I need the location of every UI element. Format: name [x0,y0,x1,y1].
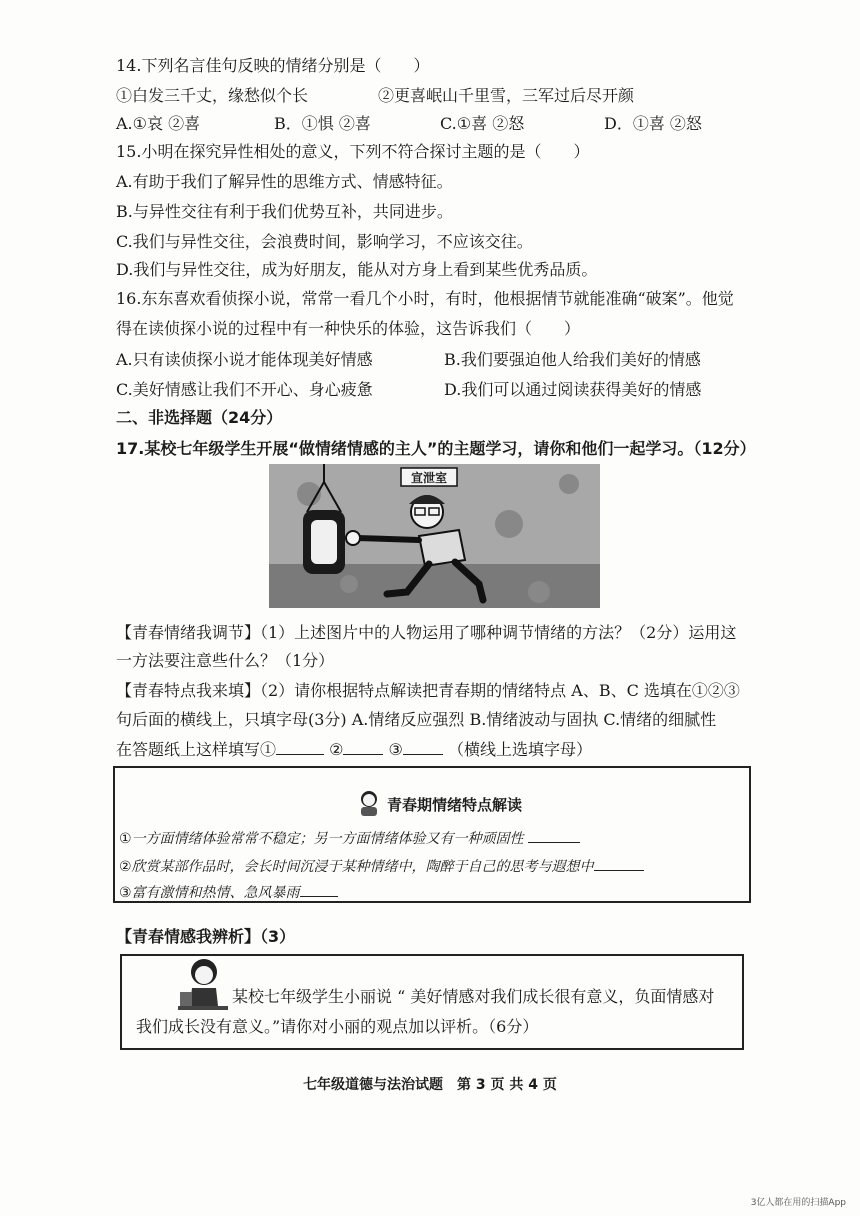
girl-student-icon [178,956,228,1018]
q16-option-d: D.我们可以通过阅读获得美好的情感 [444,380,702,399]
xiaoli-opinion-box [120,954,744,1050]
q17-stem: 17.某校七年级学生开展“做情绪情感的主人”的主题学习，请你和他们一起学习。（12分） [116,439,756,458]
emotion-traits-title: 青春期情绪特点解读 [387,796,523,814]
q15-option-a: A.有助于我们了解异性的思维方式、情感特征。 [116,172,453,191]
q14-option-b: B．①惧 ②喜 [274,114,371,133]
q14-option-a: A.①哀 ②喜 [116,114,201,133]
page-footer: 七年级道德与法治试题 第 3 页 共 4 页 [303,1077,557,1093]
xiaoli-quote-line2: 我们成长没有意义。”请你对小丽的观点加以评析。（6分） [136,1017,539,1036]
q17-part2-line3 [116,738,592,762]
q14-option-d: D．①喜 ②怒 [604,114,702,133]
answer-blank-2 [343,740,383,755]
q15-option-c: C.我们与异性交往，会浪费时间，影响学习，不应该交往。 [116,232,533,251]
q14-stem: 14.下列名言佳句反映的情绪分别是（ ） [116,56,430,75]
venting-room-sign: 宣泄室 [410,471,447,485]
q16-option-c: C.美好情感让我们不开心、身心疲惫 [116,380,373,399]
answer-format-suffix: （横线上选填字母） [447,740,592,759]
emotion-trait-text-2: ②欣赏某部作品时，会长时间沉浸于某种情绪中，陶醉于自己的思考与遐想中 [119,859,594,875]
q17-part2-line1: 【青春特点我来填】（2）请你根据特点解读把青春期的情绪特点 A、B、C 选填在①②③ [116,681,740,700]
q14-option-c: C.①喜 ②怒 [440,114,525,133]
emotion-trait-item-1 [119,828,580,848]
q15-stem: 15.小明在探究异性相处的意义，下列不符合探讨主题的是（ ） [116,142,590,161]
q15-option-b: B.与异性交往有利于我们优势互补，共同进步。 [116,202,453,221]
emotion-trait-item-3 [119,882,338,902]
answer-format-prefix: 在答题纸上这样填写① [116,740,277,759]
xiaoli-quote-line1: 某校七年级学生小丽说 “ 美好情感对我们成长很有意义，负面情感对 [232,987,715,1006]
q17-part2-line2: 句后面的横线上，只填字母(3分) A.情绪反应强烈 B.情绪波动与固执 C.情绪的细腻性 [116,710,717,729]
section-2-heading: 二、非选择题（24分） [116,408,283,427]
q16-stem-line2: 得在读侦探小说的过程中有一种快乐的体验，这告诉我们（ ） [116,319,581,338]
q14-quote-1: ①白发三千丈，缘愁似个长 [116,86,309,105]
student-icon [357,790,381,816]
answer-blank-1 [276,740,324,755]
q16-option-a: A.只有读侦探小说才能体现美好情感 [116,350,373,369]
q16-stem-line1: 16.东东喜欢看侦探小说，常常一看几个小时，有时，他根据情节就能准确“破案”。他觉 [116,289,734,308]
venting-room-illustration [269,464,600,608]
q16-option-b: B.我们要强迫他人给我们美好的情感 [444,350,701,369]
scanner-watermark: 3亿人都在用的扫描App [750,1198,846,1208]
emotion-traits-box [113,766,751,903]
emotion-trait-text-1: ①一方面情绪体验常常不稳定；另一方面情绪体验又有一种顽固性 [119,831,524,847]
q14-quote-2: ②更喜岷山千里雪，三军过后尽开颜 [378,86,635,105]
emotion-trait-item-2 [119,856,644,876]
q17-part1-line1: 【青春情绪我调节】（1）上述图片中的人物运用了哪种调节情绪的方法？（2分）运用这 [116,623,737,642]
trait-blank-2 [594,856,644,871]
q17-part3-heading: 【青春情感我辨析】（3） [116,927,296,946]
answer-mark-3: ③ [388,740,403,759]
answer-mark-2: ② [329,740,344,759]
answer-blank-3 [403,740,443,755]
q15-option-d: D.我们与异性交往，成为好朋友，能从对方身上看到某些优秀品质。 [116,260,598,279]
emotion-trait-text-3: ③富有激情和热情、急风暴雨 [119,885,300,901]
q17-part1-line2: 一方法要注意些什么？（1分） [116,651,335,670]
trait-blank-1 [528,828,580,843]
trait-blank-3 [300,882,338,897]
